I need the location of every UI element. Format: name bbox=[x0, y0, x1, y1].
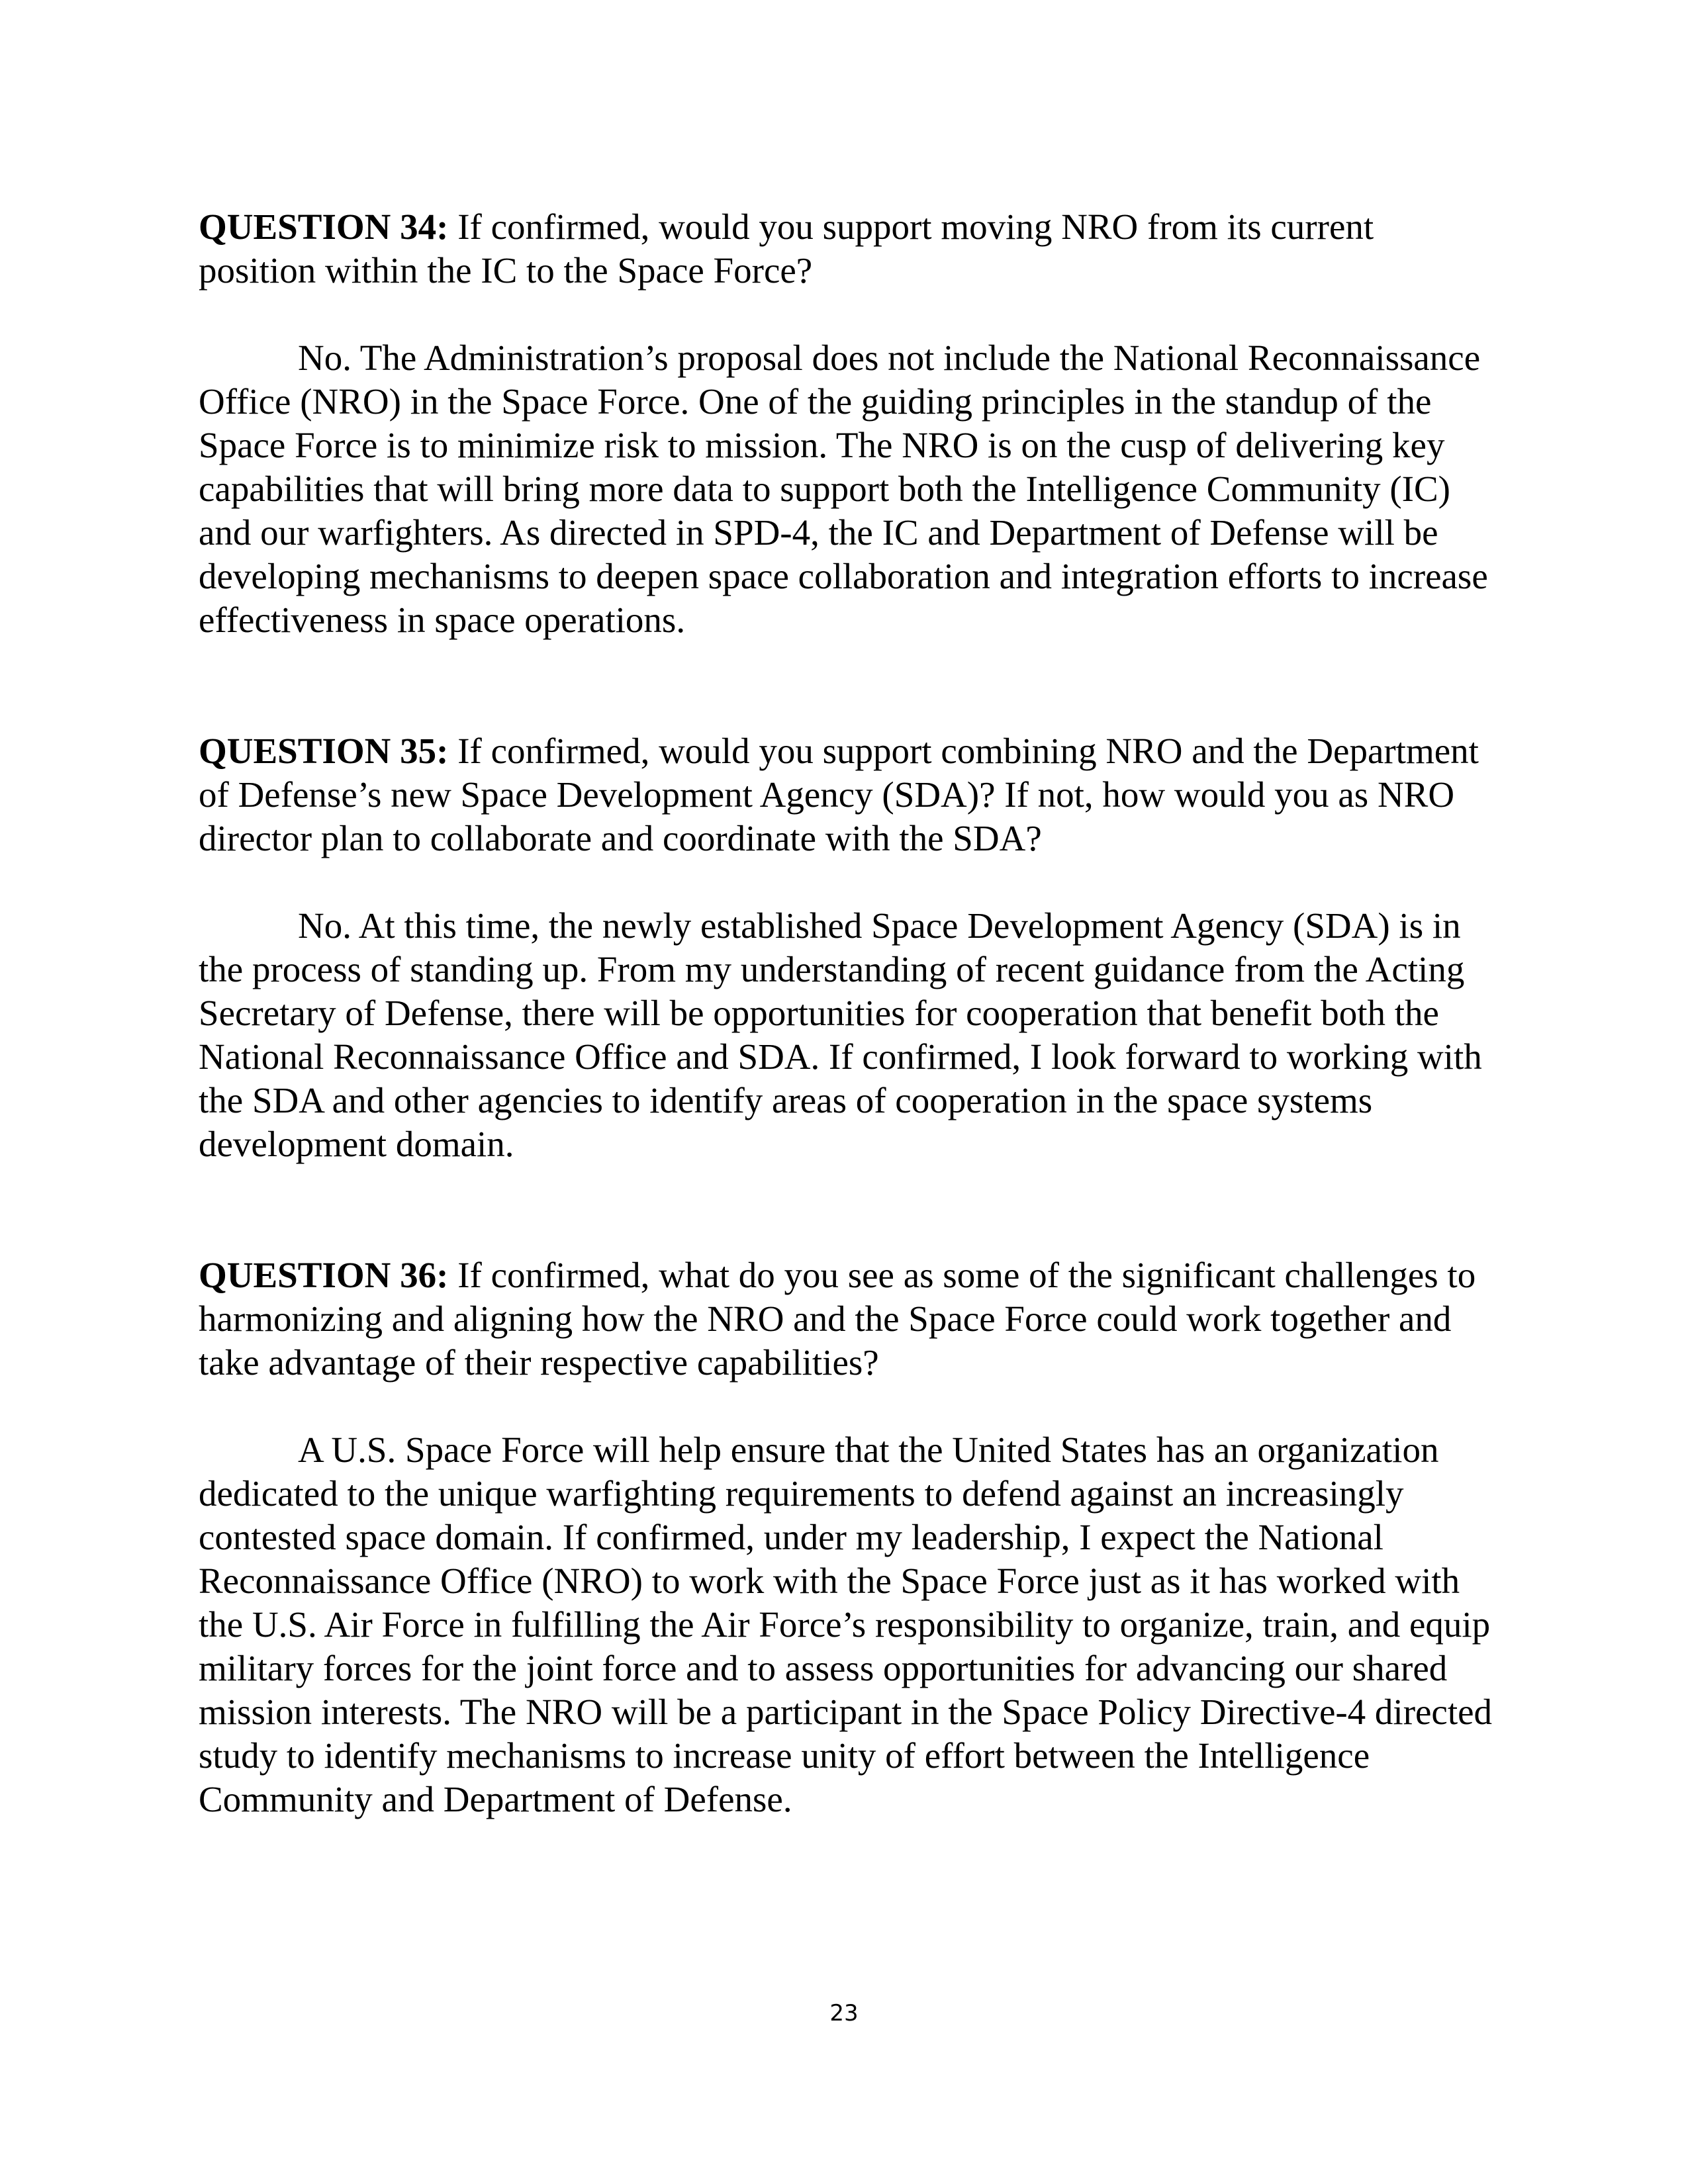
page-number: 23 bbox=[829, 2000, 859, 2026]
question-label: QUESTION 35: bbox=[199, 731, 449, 771]
question-label: QUESTION 34: bbox=[199, 206, 449, 247]
question-text: If confirmed, would you support combining NRO and the Department of Defense’s new Space Development Agency (SDA)? If not, how would you as NRO director plan to collaborate and coordinate with the SDA? bbox=[199, 731, 1479, 858]
question-36 bbox=[199, 1253, 1496, 1385]
question-text: If confirmed, what do you see as some of the significant challenges to harmonizing and aligning how the NRO and the Space Force could work together and take advantage of their respective capabilities? bbox=[199, 1255, 1476, 1383]
question-35 bbox=[199, 729, 1496, 860]
question-text: If confirmed, would you support moving NRO from its current position within the IC to the Space Force? bbox=[199, 206, 1374, 291]
question-label: QUESTION 36: bbox=[199, 1255, 449, 1295]
document-body bbox=[199, 205, 1496, 1821]
question-34 bbox=[199, 205, 1496, 293]
section-spacer bbox=[199, 1166, 1496, 1253]
answer-36: A U.S. Space Force will help ensure that the United States has an organization dedicated to the unique warfighting requirements to defend against an increasingly contested space domain. If confirmed, under my leadership, I expect the National Reconnaissance Office (NRO) to work with the Space Force just as it has worked with the U.S. Air Force in fulfilling the Air Force’s responsibility to organize, train, and equip military forces for the joint force and to assess opportunities for advancing our shared mission interests. The NRO will be a participant in the Space Policy Directive-4 directed study to identify mechanisms to increase unity of effort between the Intelligence Community and Department of Defense. bbox=[199, 1430, 1493, 1819]
answer-35: No. At this time, the newly established Space Development Agency (SDA) is in the process of standing up. From my understanding of recent guidance from the Acting Secretary of Defense, there will be opportunities for cooperation that benefit both the National Reconnaissance Office and SDA. If confirmed, I look forward to working with the SDA and other agencies to identify areas of cooperation in the space systems development domain. bbox=[199, 905, 1482, 1164]
answer-34: No. The Administration’s proposal does not include the National Reconnaissance Office (NRO) in the Space Force. One of the guiding principles in the standup of the Space Force is to minimize risk to mission. The NRO is on the cusp of delivering key capabilities that will bring more data to support both the Intelligence Community (IC) and our warfighters. As directed in SPD-4, the IC and Department of Defense will be developing mechanisms to deepen space collaboration and integration efforts to increase effectiveness in space operations. bbox=[199, 338, 1488, 640]
section-spacer bbox=[199, 642, 1496, 729]
